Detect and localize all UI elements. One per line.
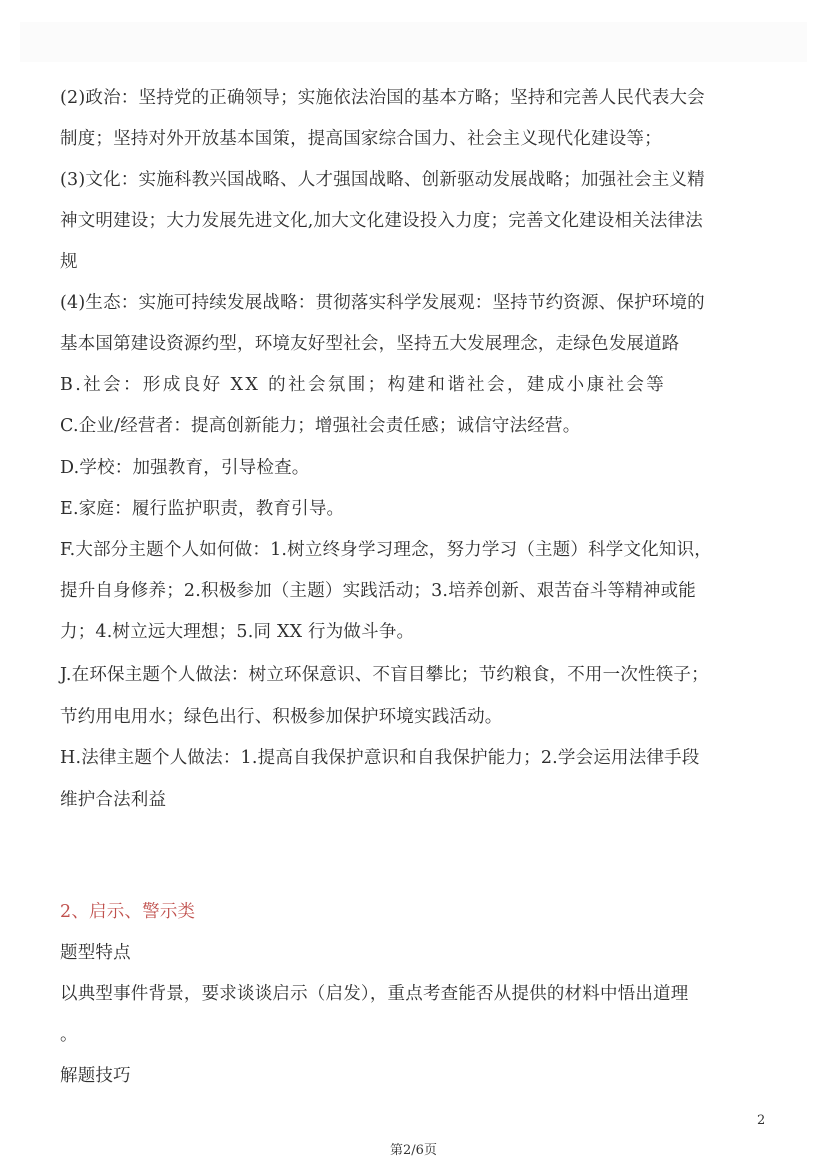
- section-heading: 2、启示、警示类: [60, 902, 196, 922]
- text-line: (4)生态：实施可持续发展战略：贯彻落实科学发展观：坚持节约资源、保护环境的: [60, 293, 705, 313]
- text-line: 提升自身修养；2.积极参加（主题）实践活动；3.培养创新、艰苦奋斗等精神或能: [60, 581, 696, 601]
- text-line: F.大部分主题个人如何做：1.树立终身学习理念，努力学习（主题）科学文化知识，: [60, 540, 712, 560]
- text-line: 规: [60, 252, 78, 272]
- text-line: 维护合法利益: [60, 790, 167, 810]
- text-line: 神文明建设；大力发展先进文化,加大文化建设投入力度；完善文化建设相关法律法: [60, 211, 703, 231]
- text-line: C.企业/经营者：提高创新能力；增强社会责任感；诚信守法经营。: [60, 416, 581, 436]
- text-line: (2)政治：坚持党的正确领导；实施依法治国的基本方略；坚持和完善人民代表大会: [60, 88, 705, 108]
- features-text: 以典型事件背景，要求谈谈启示（启发），重点考查能否从提供的材料中悟出道理: [60, 984, 689, 1004]
- text-line: 基本国第建设资源约型，环境友好型社会，坚持五大发展理念，走绿色发展道路: [60, 334, 680, 354]
- subheading-techniques: 解题技巧: [60, 1066, 131, 1086]
- text-line: 制度；坚持对外开放基本国策，提高国家综合国力、社会主义现代化建设等；: [60, 129, 662, 149]
- text-line: 节约用电用水；绿色出行、积极参加保护环境实践活动。: [60, 707, 503, 727]
- text-line: E.家庭：履行监护职责，教育引导。: [60, 499, 345, 519]
- text-line: 力；4.树立远大理想；5.同 XX 行为做斗争。: [60, 622, 415, 642]
- subheading-features: 题型特点: [60, 943, 131, 963]
- text-line: D.学校：加强教育，引导检查。: [60, 458, 310, 478]
- text-line: (3)文化：实施科教兴国战略、人才强国战略、创新驱动发展战略；加强社会主义精: [60, 170, 705, 190]
- features-text-end: 。: [60, 1025, 78, 1045]
- page-footer: 第2/6页: [390, 1143, 437, 1158]
- text-line: J.在环保主题个人做法：树立环保意识、不盲目攀比；节约粮食，不用一次性筷子；: [60, 665, 709, 685]
- page-number: 2: [757, 1113, 766, 1128]
- header-band: [20, 22, 807, 62]
- text-line: B.社会：形成良好 XX 的社会氛围；构建和谐社会，建成小康社会等: [60, 375, 667, 395]
- text-line: H.法律主题个人做法：1.提高自我保护意识和自我保护能力；2.学会运用法律手段: [60, 748, 700, 768]
